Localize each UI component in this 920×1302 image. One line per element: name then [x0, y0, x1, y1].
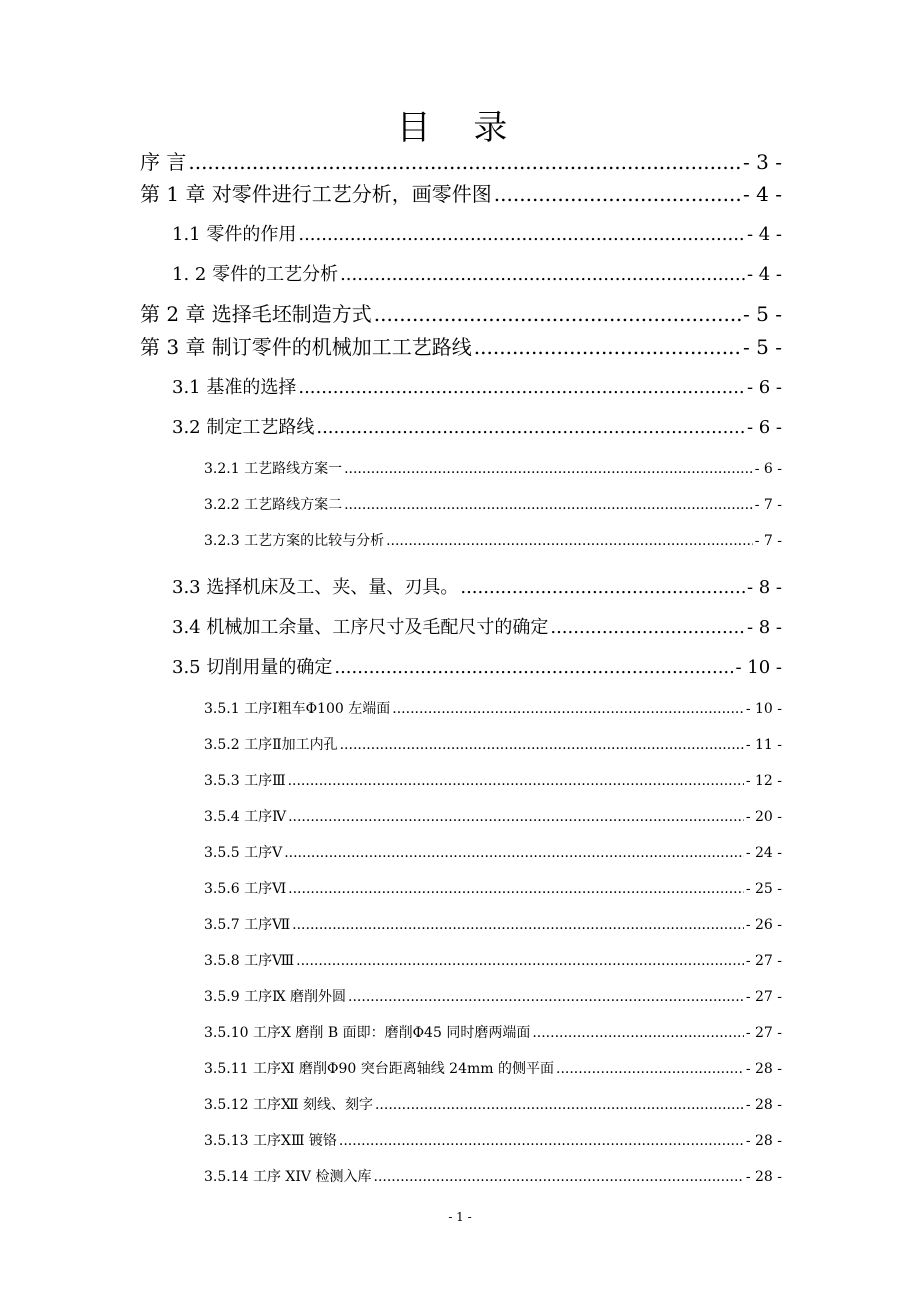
toc-page-number: - 8 -	[746, 577, 782, 598]
toc-entry-3-4[interactable]	[172, 613, 782, 639]
toc-entry-text: 3.5.10 工序Ⅹ 磨削 B 面即：磨削Φ45 同时磨两端面	[204, 1025, 531, 1041]
toc-leader-dots	[340, 737, 744, 753]
toc-entry-text: 3.5.13 工序ⅩⅢ 镀铬	[204, 1133, 337, 1149]
toc-page-number: - 6 -	[746, 417, 782, 438]
toc-page-number: - 26 -	[745, 917, 782, 933]
toc-leader-dots	[296, 953, 744, 969]
toc-page-number: - 28 -	[745, 1133, 782, 1149]
toc-page-number: - 28 -	[745, 1097, 782, 1113]
toc-entry-3-5-13[interactable]	[204, 1130, 782, 1150]
toc-leader-dots	[284, 845, 744, 861]
toc-page-number: - 25 -	[745, 881, 782, 897]
toc-page-number: - 7 -	[754, 533, 782, 549]
toc-page-number: - 28 -	[745, 1169, 782, 1185]
toc-entry-text: 3.2.1 工艺路线方案一	[204, 461, 343, 477]
toc-entry-text: 序 言	[140, 150, 187, 174]
toc-entry-text: 3.5.8 工序Ⅷ	[204, 953, 295, 969]
toc-entry-text: 3.5.14 工序 XIV 检测入库	[204, 1169, 372, 1185]
toc-leader-dots	[292, 917, 744, 933]
toc-entry-3-2-2[interactable]	[204, 494, 782, 514]
toc-entry-text: 第 1 章 对零件进行工艺分析，画零件图	[140, 182, 492, 206]
toc-page-number: - 10 -	[745, 701, 782, 717]
toc-leader-dots	[334, 657, 733, 678]
page-footer-number: - 1 -	[448, 1210, 472, 1224]
toc-leader-dots	[288, 773, 744, 789]
toc-entry-3-5-12[interactable]	[204, 1094, 782, 1114]
toc-leader-dots	[288, 809, 744, 825]
toc-page-number: - 12 -	[745, 773, 782, 789]
toc-entry-text: 3.5.7 工序Ⅶ	[204, 917, 291, 933]
toc-page-number: - 8 -	[746, 617, 782, 638]
toc-entry-text: 3.5.1 工序Ⅰ粗车Φ100 左端面	[204, 701, 391, 717]
toc-leader-dots	[532, 1025, 743, 1041]
toc-page-number: - 4 -	[743, 182, 782, 206]
toc-entry-text: 3.2.2 工艺路线方案二	[204, 497, 343, 513]
toc-entry-text: 1. 2 零件的工艺分析	[172, 264, 339, 285]
toc-leader-dots	[550, 617, 745, 638]
toc-leader-dots	[556, 1061, 744, 1077]
toc-entry-3-5-8[interactable]	[204, 950, 782, 970]
toc-entry-text: 3.5.2 工序Ⅱ加工内孔	[204, 737, 338, 753]
toc-leader-dots	[316, 417, 745, 438]
toc-leader-dots	[374, 1169, 744, 1185]
toc-page-number: - 27 -	[745, 953, 782, 969]
toc-entry-text: 3.5.5 工序Ⅴ	[204, 845, 283, 861]
toc-entry-text: 3.5.9 工序Ⅸ 磨削外圆	[204, 989, 347, 1005]
toc-entry-chapter-3[interactable]	[140, 331, 782, 360]
toc-entry-chapter-1[interactable]	[140, 178, 782, 207]
toc-leader-dots	[298, 224, 745, 245]
toc-entry-3-5-6[interactable]	[204, 878, 782, 898]
toc-entry-text: 3.2 制定工艺路线	[172, 417, 315, 438]
toc-entry-text: 3.4 机械加工余量、工序尺寸及毛配尺寸的确定	[172, 617, 549, 638]
toc-leader-dots	[494, 182, 741, 206]
toc-entry-text: 1.1 零件的作用	[172, 224, 297, 245]
toc-entry-text: 3.1 基准的选择	[172, 377, 297, 398]
toc-leader-dots	[298, 377, 745, 398]
toc-page-number: - 6 -	[754, 461, 782, 477]
toc-page-number: - 27 -	[745, 1025, 782, 1041]
toc-page-number: - 20 -	[745, 809, 782, 825]
toc-entry-text: 3.5.4 工序Ⅳ	[204, 809, 287, 825]
toc-page-number: - 7 -	[754, 497, 782, 513]
toc-entry-3-2-3[interactable]	[204, 530, 782, 550]
toc-entry-3-5-9[interactable]	[204, 986, 782, 1006]
toc-entry-1-1[interactable]	[172, 220, 782, 246]
toc-entry-text: 3.5.12 工序Ⅻ 刻线、刻字	[204, 1097, 373, 1113]
toc-page-number: - 4 -	[746, 264, 782, 285]
toc-entry-3-5-10[interactable]	[204, 1022, 782, 1042]
toc-leader-dots	[375, 1097, 744, 1113]
toc-page-number: - 24 -	[745, 845, 782, 861]
toc-page-number: - 5 -	[743, 335, 782, 359]
toc-leader-dots	[339, 1133, 744, 1149]
toc-leader-dots	[348, 989, 744, 1005]
toc-leader-dots	[386, 533, 753, 549]
toc-entry-text: 3.2.3 工艺方案的比较与分析	[204, 533, 385, 549]
toc-page-number: - 28 -	[745, 1061, 782, 1077]
toc-leader-dots	[344, 461, 753, 477]
toc-page-number: - 5 -	[743, 302, 782, 326]
toc-entry-chapter-2[interactable]	[140, 298, 782, 327]
toc-leader-dots	[188, 150, 741, 174]
toc-entry-3-5-1[interactable]	[204, 698, 782, 718]
toc-entry-3-2-1[interactable]	[204, 458, 782, 478]
toc-entry-3-5-2[interactable]	[204, 734, 782, 754]
toc-entry-text: 3.3 选择机床及工、夹、量、刃具。	[172, 577, 459, 598]
toc-leader-dots	[340, 264, 745, 285]
toc-entry-3-5-3[interactable]	[204, 770, 782, 790]
toc-entry-text: 3.5 切削用量的确定	[172, 657, 333, 678]
toc-leader-dots	[474, 335, 741, 359]
toc-entry-3-5-14[interactable]	[204, 1166, 782, 1186]
toc-entry-3-5-5[interactable]	[204, 842, 782, 862]
toc-entry-3-5-4[interactable]	[204, 806, 782, 826]
toc-page-number: - 6 -	[746, 377, 782, 398]
toc-leader-dots	[288, 881, 744, 897]
toc-entry-3-5-11[interactable]	[204, 1058, 782, 1078]
toc-entry-3-5-7[interactable]	[204, 914, 782, 934]
toc-entry-3-1[interactable]	[172, 373, 782, 399]
toc-title: 目 录	[396, 108, 524, 148]
toc-leader-dots	[392, 701, 744, 717]
toc-entry-text: 第 2 章 选择毛坯制造方式	[140, 302, 372, 326]
toc-entry-text: 3.5.6 工序Ⅵ	[204, 881, 287, 897]
toc-page-number: - 4 -	[746, 224, 782, 245]
toc-page-number: - 27 -	[745, 989, 782, 1005]
toc-entry-3-3[interactable]	[172, 573, 782, 599]
toc-entry-text: 3.5.3 工序Ⅲ	[204, 773, 286, 789]
toc-entry-preface[interactable]	[140, 146, 782, 175]
toc-page-number: - 11 -	[745, 737, 782, 753]
toc-entry-text: 第 3 章 制订零件的机械加工工艺路线	[140, 335, 472, 359]
toc-entry-1-2[interactable]	[172, 260, 782, 286]
toc-entry-text: 3.5.11 工序Ⅺ 磨削Φ90 突台距离轴线 24mm 的侧平面	[204, 1061, 554, 1077]
toc-leader-dots	[374, 302, 741, 326]
toc-page-number: - 3 -	[743, 150, 782, 174]
toc-leader-dots	[460, 577, 745, 598]
toc-page-number: - 10 -	[735, 657, 782, 678]
toc-entry-3-2[interactable]	[172, 413, 782, 439]
toc-leader-dots	[344, 497, 753, 513]
toc-entry-3-5[interactable]	[172, 653, 782, 679]
